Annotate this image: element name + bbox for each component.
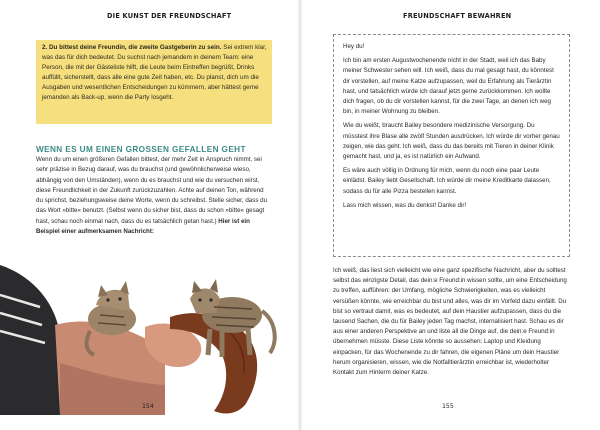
left-body-text (36, 155, 272, 237)
info-box-text: Sei extrem klar, was das für dich bedeutet. Du suchst nach jemandem in deinem Team: eine Person, die mit der Gästeliste hilft, die Leute beim Eintreffen begrüßt, Drinks auffüllt, sicherstellt, dass alle eine gute Zeit haben, etc. Du planst, dich um die Ausgaben und wesentlichen Entscheidungen zu kümmern, aber hättest gerne jemanden als Back-up, wenn die Party losgeht. (42, 44, 267, 101)
message-paragraph: Ich bin am ersten Augustwochenende nicht in der Stadt, weil ich das Baby meiner Schwester sehen will. Ich weiß, dass du mal gesagt hast, du könntest dir vorstellen, auf meine Katze aufzupassen, weil du Erfahrung als Tierärztin hast, und tatsächlich würde ich darauf jetzt gerne zurückkommen. Ich wollte dich fragen, ob du dir vorstellen kannst, für die zwei Tage, an denen ich weg bin, in meiner Wohnung zu bleiben. (343, 57, 554, 116)
left-body-paragraph: Wenn du um einen größeren Gefallen bittest, der mehr Zeit in Anspruch nimmt, sei sehr präzise in Bezug darauf, was du brauchst (und gewöhnlicherweise wieso, abhängig von den Umständen), wenn du es brauchst und wie du versuchen wirst, diese Freundlichkeit in der Zukunft zurückzuzahlen. Achte auf deinen Ton, während du sprichst, beziehungsweise deine Worte, wenn du schreibst. Stelle sicher, dass du das Wort »bitte« benutzt. (Selbst wenn du sicher bist, dass du schon »bitte« gesagt hast, schau noch einmal nach, dass du es tatsächlich getan hast.) (36, 156, 268, 225)
left-body-bold: Hier ist ein Beispiel einer aufmerksamen Nachricht: (36, 217, 250, 236)
section-title: WENN ES UM EINEN GROSSEN GEFALLEN GEHT (36, 145, 246, 154)
example-message-box (333, 34, 570, 257)
message-greeting: Hey du! (343, 43, 365, 50)
info-box (36, 40, 272, 124)
page-number-right: 155 (442, 403, 454, 410)
message-paragraph: Es wäre auch völlig in Ordnung für mich, wenn du noch eine paar Leute einlädst. Bailey liebt Gesellschaft. Ich würde dir meine Kreditkarte dalassen, sodass du für alle Pizza bestellen kannst. (343, 167, 551, 195)
running-head-right: FREUNDSCHAFT BEWAHREN (403, 12, 512, 20)
info-box-lead: 2. Du bittest deine Freundin, die zweite Gastgeberin zu sein. (42, 44, 222, 51)
running-head-left: DIE KUNST DER FREUNDSCHAFT (107, 12, 232, 20)
cats-illustration (0, 255, 300, 415)
message-closing: Lass mich wissen, was du denkst! Danke dir! (343, 201, 467, 209)
right-page (300, 0, 600, 430)
right-body-text: Ich weiß, das liest sich vielleicht wie eine ganz spezifische Nachricht, aber du solltest selbst das winzigste Detail, das dein:e Freund:in wissen sollte, um eine Entscheidung zu treffen, aufführen: der Umfang, mögliche Schwierigkeiten, was es vielleicht versüßen könnte, wie erreichbar du bist und alles, was dir im Vorfeld dazu einfällt. Du bist so vertraut damit, was es bedeutet, auf dein Haustier aufzupassen, dass du die tausend Sachen, die du für Bailey jeden Tag machst, internalisiert hast. Schau es dir aus einer anderen Perspektive an und liste all die Dinge auf, die dein:e Freund:in übernehmen müsste. Diese Liste könnte so aussehen: Laptop und Kleidung einpacken, für das Wochenende zu dir fahren, die eigenen Pläne um dein Haustier herum organisieren, wissen, wie die Notfalltierärztin erreichbar ist, wiederholter Kontakt zum Hinterm deiner Katze. (333, 267, 567, 377)
message-paragraph: Wie du weißt, braucht Bailey besondere medizinische Versorgung. Du müsstest ihre Blase alle zwölf Stunden ausdrücken. Ich würde dir vorher genau zeigen, wie das geht. Ich weiß, dass du das bereits mit Tieren in deiner Klinik gemacht hast, und ja, es ist natürlich ein Aufwand. (343, 122, 560, 161)
page-number-left: 154 (142, 403, 154, 410)
